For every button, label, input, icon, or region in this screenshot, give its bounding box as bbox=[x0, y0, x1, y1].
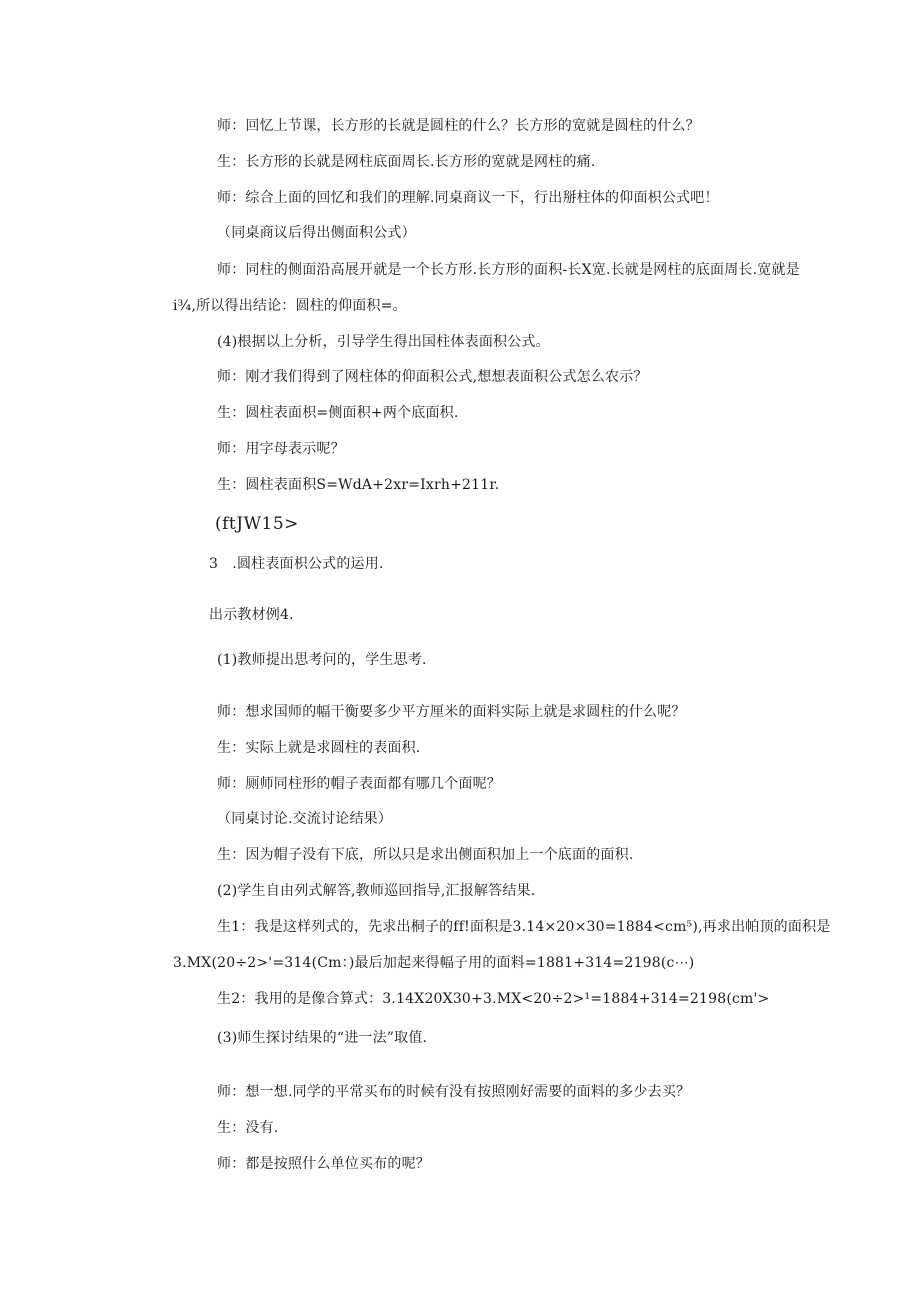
dialogue-line-5: 师：同柱的侧面沿高展开就是一个长方形.长方形的面积-长X宽.长就是网柱的底面周长.宽就是 bbox=[217, 262, 800, 278]
garbled-heading: (ftJW15> bbox=[215, 514, 299, 534]
dialogue-line-22: 生1：我是这样列式的，先求出桐子的ff!面积是3.14×20×30=1884<cm⁵),再求出帕顶的面积是 bbox=[217, 919, 831, 935]
dialogue-line-24: 生2：我用的是像合算式：3.14X20X30+3.MX<20÷2>¹=1884+314=2198(cm'> bbox=[217, 991, 770, 1007]
dialogue-line-27: 生：没有. bbox=[217, 1120, 279, 1136]
note-line-4: （同桌商议后得出侧面积公式） bbox=[217, 225, 416, 241]
step-line-1: (1)教师提出思考问的，学生思考. bbox=[217, 652, 427, 668]
section-heading-3: 3 .圆柱表面枳公式的运用. bbox=[209, 556, 384, 572]
dialogue-line-18: 师：厕师同柱形的帽子表面都有哪几个面呢？ bbox=[217, 776, 501, 792]
example-line: 出示教材例4. bbox=[209, 607, 294, 623]
note-line-19: （同桌讨论.交流讨论结果） bbox=[217, 811, 393, 827]
dialogue-line-11: 生：圆柱表面积S=WdA+2xr=Ixrh+211r. bbox=[217, 477, 500, 493]
dialogue-line-23: 3.MX(20÷2>'=314(Cm：)最后加起来得幅子用的面料=1881+314=2198(c⋯) bbox=[173, 955, 695, 971]
dialogue-line-17: 生：实际上就是求圆柱的表面积. bbox=[217, 740, 421, 756]
dialogue-line-2: 生：长方形的长就是网柱底面周长.长方形的宽就是网柱的痛. bbox=[217, 154, 596, 170]
dialogue-line-9: 生：圆柱表面枳=侧面积+两个底面积. bbox=[217, 405, 459, 421]
step-line-2: (2)学生自由列式解答,教师巡回指导,汇报解答结果. bbox=[217, 883, 536, 899]
dialogue-line-20: 生：因为帽子没有下底，所以只是求出侧面积加上一个底面的面积. bbox=[217, 847, 634, 863]
dialogue-line-1: 师：回忆上节课，长方形的长就是圆柱的什么？长方形的宽就是圆柱的什么？ bbox=[217, 118, 700, 134]
dialogue-line-26: 师：想一想.同学的平常买布的时候有没有按照刚好需要的面料的多少去买？ bbox=[217, 1084, 691, 1100]
step-line-7: (4)根据以上分析，引导学生得出国柱体表面积公式。 bbox=[217, 334, 550, 350]
dialogue-line-28: 师：都是按照什么单位买布的呢？ bbox=[217, 1156, 430, 1172]
dialogue-line-6: i¾,所以得出结论：圆柱的仰面积=。 bbox=[173, 298, 407, 314]
dialogue-line-16: 师：想求国师的幅干衡要多少平方厘米的面料实际上就是求圆柱的什么呢？ bbox=[217, 704, 686, 720]
dialogue-line-3: 师：综合上面的回忆和我们的理解.同桌商议一下，行出掰柱体的仰面枳公式吧！ bbox=[217, 190, 719, 206]
dialogue-line-10: 师：用字母表示呢？ bbox=[217, 441, 345, 457]
dialogue-line-8: 师：刚才我们得到了网柱体的仰面积公式,想想表面积公式怎么农示？ bbox=[217, 369, 648, 385]
step-line-3: (3)师生探讨结果的“进一法”取值. bbox=[217, 1030, 428, 1046]
